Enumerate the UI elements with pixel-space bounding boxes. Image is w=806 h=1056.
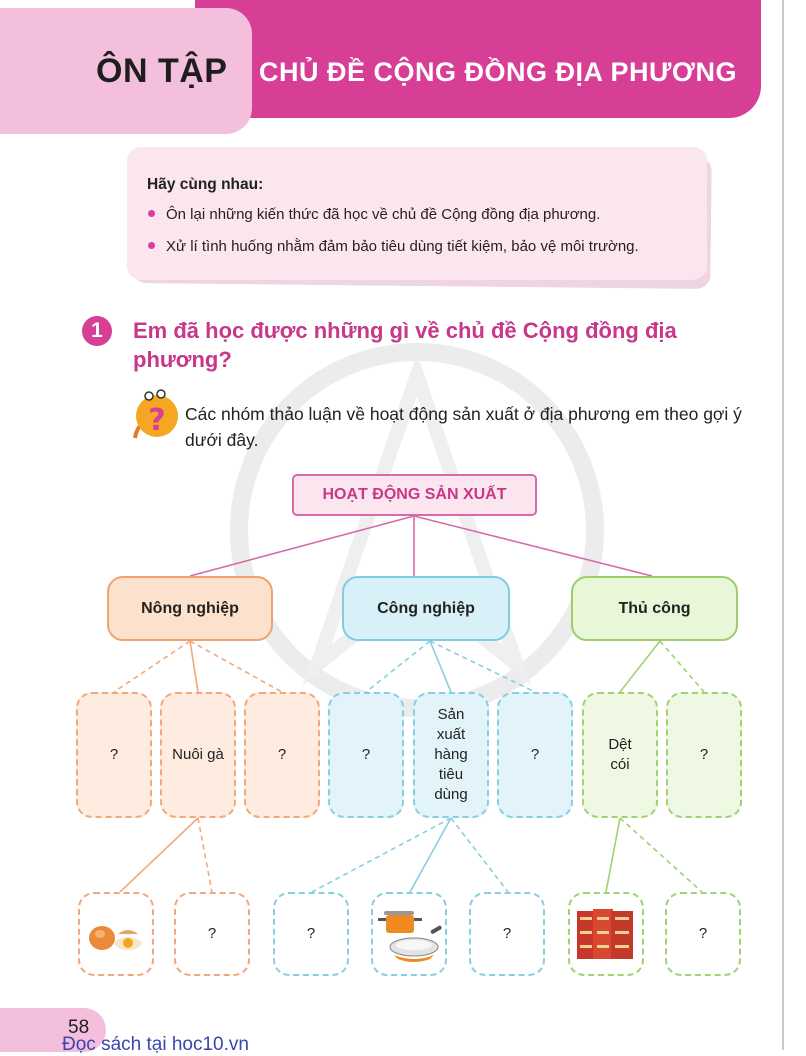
handicraft-sub-placeholder: ?: [665, 892, 741, 976]
agriculture-item-placeholder: ?: [244, 692, 320, 818]
agriculture-sub-placeholder: ?: [174, 892, 250, 976]
woven-mats-image-box: [568, 892, 644, 976]
page-number: 58: [68, 1017, 90, 1038]
footer-link[interactable]: Đọc sách tại hoc10.vn: [62, 1034, 249, 1055]
industry-sub-placeholder: ?: [469, 892, 545, 976]
question-number-badge: 1: [82, 316, 112, 346]
industry-item-consumer-goods: Sản xuất hàng tiêu dùng: [413, 692, 489, 818]
cookware-image: [374, 903, 444, 965]
intro-bullet-text: Ôn lại những kiến thức đã học về chủ đề Cộng đồng địa phương.: [166, 206, 601, 223]
intro-heading: Hãy cùng nhau:: [147, 176, 264, 193]
handicraft-item-sedge-weaving: Dệt cói: [582, 692, 658, 818]
question-text: Em đã học được những gì về chủ đề Cộng đồng địa phương?: [133, 318, 677, 372]
lesson-title: ÔN TẬP: [96, 52, 228, 90]
handicraft-item-placeholder: ?: [666, 692, 742, 818]
category-handicraft: Thủ công: [571, 576, 738, 641]
svg-text:?: ?: [148, 403, 166, 438]
industry-item-placeholder: ?: [497, 692, 573, 818]
woven-mats-image: [573, 905, 639, 963]
industry-sub-placeholder: ?: [273, 892, 349, 976]
intro-bullet-text: Xử lí tình huống nhằm đảm bảo tiêu dùng tiết kiệm, bảo vệ môi trường.: [166, 238, 639, 255]
agriculture-item-placeholder: ?: [76, 692, 152, 818]
category-industry: Công nghiệp: [342, 576, 510, 641]
eggs-image: [84, 914, 148, 954]
category-agriculture: Nông nghiệp: [107, 576, 273, 641]
eggs-image-box: [78, 892, 154, 976]
industry-item-placeholder: ?: [328, 692, 404, 818]
cookware-image-box: [371, 892, 447, 976]
agriculture-item-chicken: Nuôi gà: [160, 692, 236, 818]
topic-title: CHỦ ĐỀ CỘNG ĐỒNG ĐỊA PHƯƠNG: [259, 57, 737, 87]
question-instruction: Các nhóm thảo luận về hoạt động sản xuất ở địa phương em theo gợi ý dưới đây.: [185, 404, 742, 450]
diagram-root-node: HOẠT ĐỘNG SẢN XUẤT: [292, 474, 537, 516]
